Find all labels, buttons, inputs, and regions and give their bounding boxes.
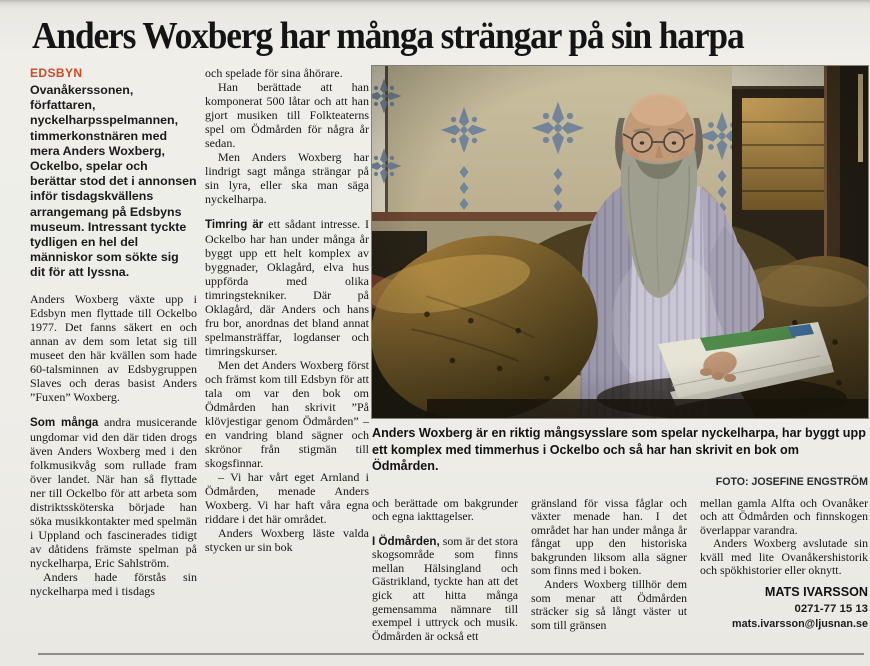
paragraph-text: Anders hade förstås sin nyckelharpa med i tisdags xyxy=(30,569,197,598)
article-photo xyxy=(372,66,868,418)
paragraph-text: Men det Anders Woxberg först och främst kom till Edsbyn för att tala om var den bok om Ödmården han skrivit ”På klövjestigar genom Ödmården” – en vandring bland sägner och skrönor från stigmän till skogsfinnar. xyxy=(205,358,369,470)
paragraph-text: Men Anders Woxberg har lindrigt sagt många strängar på sin lyra, eller ska man säga nyckelharpa. xyxy=(205,150,369,206)
paragraph-text: Anders Woxberg växte upp i Edsbyn men flyttade till Ockelbo 1977. Det fanns säkert en och annan av dem som letat sig till museet den här kvällen som hade 60-talsminnen av Edsbygruppen Slaves och deras basist Anders ”Fuxen” Woxberg. xyxy=(30,291,197,404)
paragraph-text: ett sådant intresse. I Ockelbo har han under många år byggt upp ett helt komplex av byggnader, Oklagård, elva hus uppförda med olika timringstekniker. Där på Oklagård, där Anders och hans fru bor, anordnas det bland annat spelmansträffar, logdanser och timringskurser. xyxy=(205,217,369,358)
paragraph xyxy=(700,537,868,578)
byline-name: MATS IVARSSON xyxy=(764,585,868,600)
photo-caption: Anders Woxberg är en riktig mångsysslare som spelar nyckelharpa, har byggt upp ett komplex med timmerhus i Ockelbo och så har han skrivit en bok om Ödmården. xyxy=(372,426,866,473)
paragraph-text: mellan gamla Alfta och Ovanåker och att Ödmården och finnskogen överlappar varandra. xyxy=(700,496,868,537)
paragraph xyxy=(205,80,369,150)
paragraph xyxy=(205,470,369,526)
paragraph-text: Anders Woxberg läste valda stycken ur sin bok xyxy=(205,526,369,554)
article-column-2 xyxy=(205,66,369,660)
paragraph-text: och spelade för sina åhörare. xyxy=(205,66,343,80)
article-column-1 xyxy=(30,66,197,660)
paragraph-lead: I Ödmården, xyxy=(372,534,440,548)
headline: Anders Woxberg har många strängar på sin harpa xyxy=(32,15,744,57)
photo-and-text-block xyxy=(372,66,868,666)
paragraph xyxy=(372,535,518,644)
article-column-5 xyxy=(700,497,868,666)
bottom-columns xyxy=(372,497,868,666)
paragraph-text: och berättade om bakgrunder och egna iakttagelser. xyxy=(372,496,518,524)
paragraph-text: Han berättade att han komponerat 500 låtar och att han gjort musiken till Folkteaterns spel om Ödmården för några år sedan. xyxy=(205,80,369,150)
paragraph xyxy=(205,358,369,470)
paragraph xyxy=(30,292,197,404)
scan-edge-top xyxy=(0,0,870,9)
paragraph xyxy=(205,150,369,206)
paragraph xyxy=(30,415,197,570)
byline xyxy=(700,585,868,630)
paragraph-text: – Vi har vårt eget Arnland i Ödmården, menade Anders Woxberg. Vi har haft våra egna riddare i det här området. xyxy=(205,470,369,526)
paragraph xyxy=(700,497,868,538)
paragraph xyxy=(372,497,518,524)
photo-illustration xyxy=(372,66,868,418)
paragraph xyxy=(531,578,687,632)
paragraph-text: gränsland för vissa fåglar och växter menade han. I det området har han under många år fångat upp den historiska bakgrunden liksom alla sägner som finns med i boken. xyxy=(531,496,687,578)
article-column-3 xyxy=(372,497,518,666)
kicker-dateline: EDSBYN xyxy=(30,66,83,80)
paragraph-text: som är det stora skogsområde som finns mellan Hälsingland och Gästrikland, tyckte han att det gick att hitta många gemensamma nämnare till exempel i uttryck och musik. Ödmården är också ett xyxy=(372,533,518,643)
byline-phone: 0271-77 15 13 xyxy=(794,603,868,616)
paragraph xyxy=(531,497,687,579)
paragraph-text: Anders Woxberg tillhör dem som menar att Ödmården sträcker sig så långt väster ut som till gränsen xyxy=(531,577,687,632)
paragraph-text: Anders Woxberg avslutade sin kväll med lite Ovanåkershistorik och spökhistorier eller oknytt. xyxy=(700,536,868,578)
paragraph xyxy=(205,217,369,358)
intro-paragraph: Ovanåkerssonen, författaren, nyckelharpsspelmannen, timmerkonstnären med mera Anders Woxberg, Ockelbo, spelar och berättar stod det i annonsen inför tisdagskvällens arrangemang på Edsbyns museum. Intressant tyckte tydligen en hel del människor som sökte sig dit för att lyssna. xyxy=(30,83,197,280)
paragraph xyxy=(30,570,197,598)
paragraph-text: andra musicerande ungdomar vid den där tiden drogs även Anders Woxberg med i den folkmusikvåg som rullade fram över landet. När han så flyttade ner till Ockelbo för att arbeta som distriktssköterska började han söka musikkontakter med spelmän i Uppland och fascinerades tidigt av dåtidens främste spelman på nyckelharpa, Eric Sahlström. xyxy=(30,414,197,570)
article-column-4 xyxy=(531,497,687,666)
bottom-divider-rule xyxy=(38,653,864,655)
byline-email: mats.ivarsson@ljusnan.se xyxy=(732,618,868,631)
paragraph-lead: Timring är xyxy=(205,218,264,231)
paragraph xyxy=(205,526,369,554)
photo-credit: FOTO: JOSEFINE ENGSTRÖM xyxy=(715,475,868,488)
paragraph xyxy=(205,66,369,80)
paragraph-lead: Som många xyxy=(30,415,99,429)
